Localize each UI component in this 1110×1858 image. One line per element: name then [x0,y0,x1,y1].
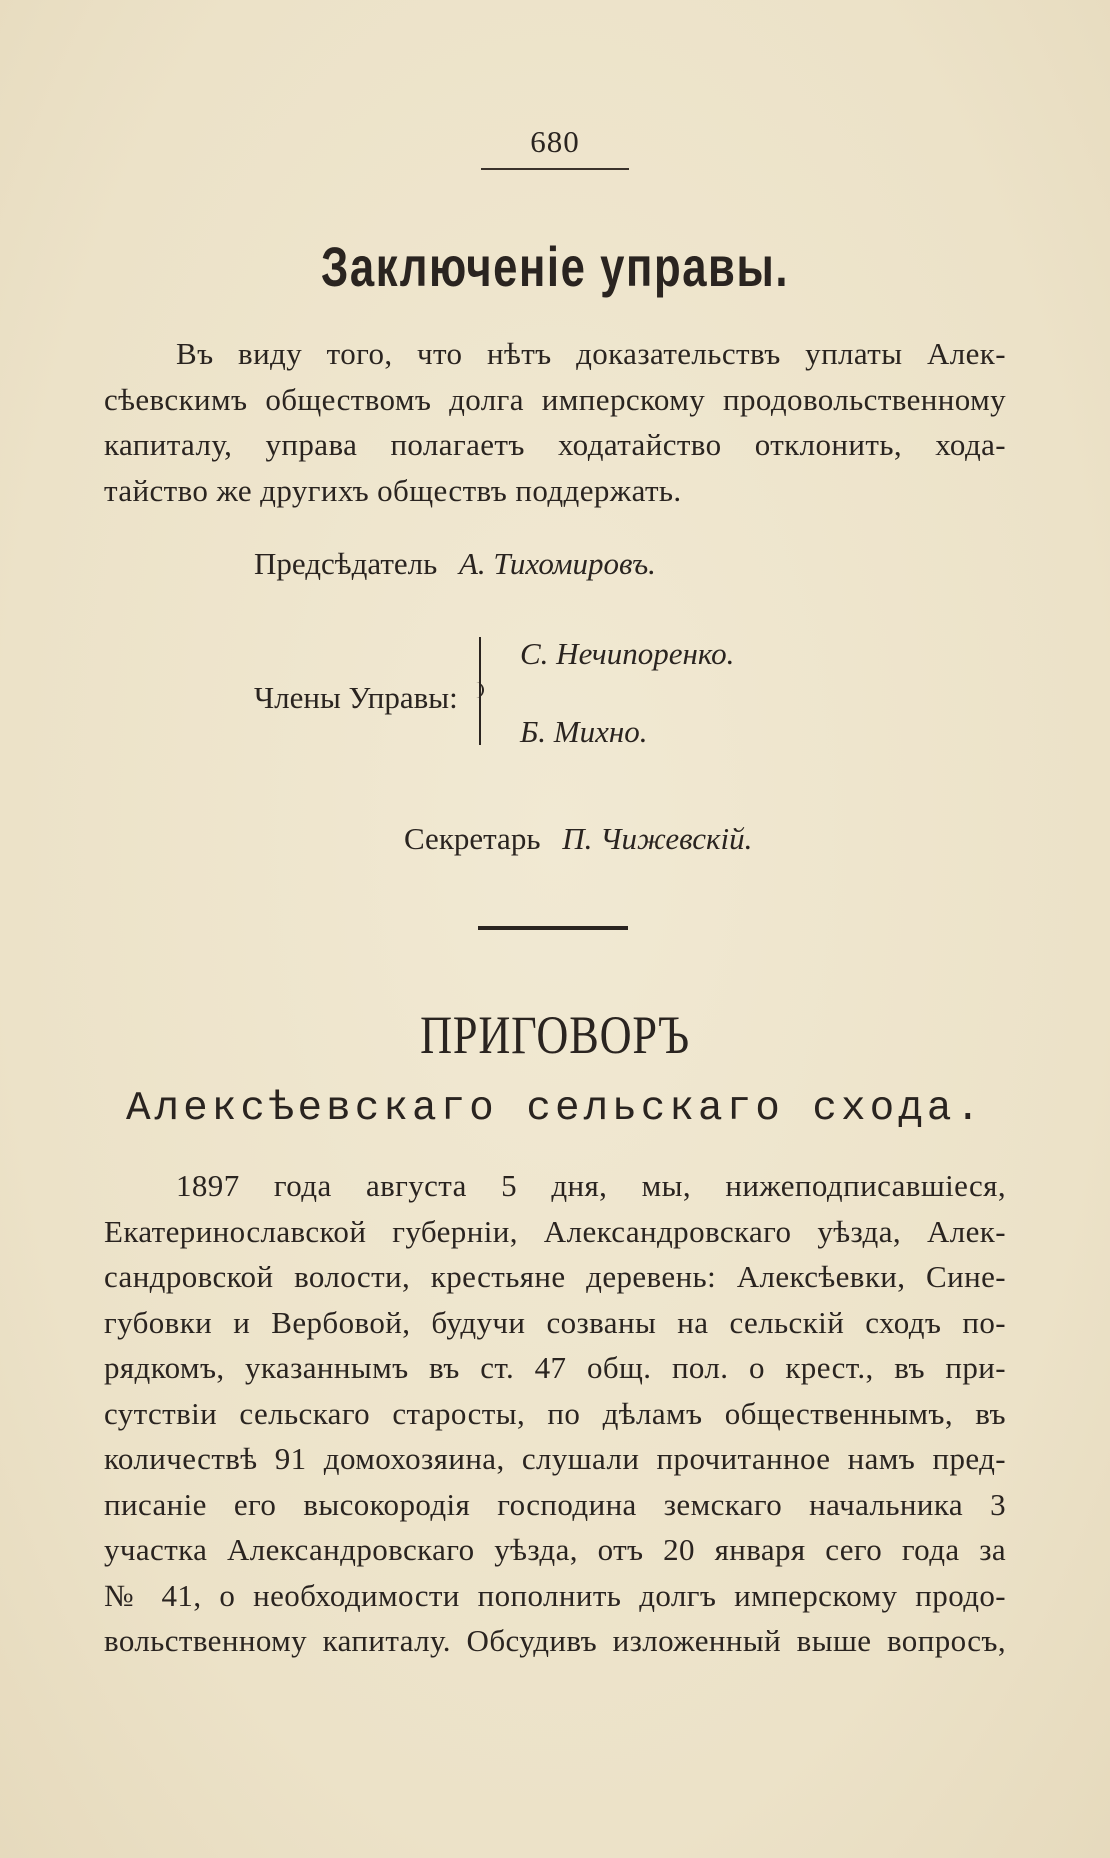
member-2-name [520,714,648,750]
decree-line: губовки и Вербовой, будучи созваны на сельскій сходъ по- [104,1304,1006,1340]
decree-title: ПРИГОВОРЪ [420,1005,690,1065]
secretary-name: П. Чижевскій. [562,821,753,856]
decree-line: сутствіи сельскаго старосты, по дѣламъ общественнымъ, въ [104,1395,1006,1431]
conclusion-line: тайство же другихъ обществъ поддержать. [104,472,682,508]
secretary-signature [404,821,752,857]
chairman-label: Предсѣдатель [254,546,438,581]
decree-line: рядкомъ, указаннымъ въ ст. 47 общ. пол. о крест., въ при- [104,1350,1006,1385]
secretary-label: Секретарь [404,821,541,856]
conclusion-line: Въ виду того, что нѣтъ доказательствъ уплаты Алек- [176,336,1006,371]
decree-line: писаніе его высокородія господина земскаго начальника 3 [104,1486,1006,1522]
page-number: 680 [530,124,580,159]
conclusion-line: капиталу, управа полагаетъ ходатайство отклонить, хода- [104,427,1006,462]
chairman-name: А. Тихомировъ. [459,546,656,581]
members-label: Члены Управы: [254,680,458,715]
decree-line: сандровской волости, крестьяне деревень: Алексѣевки, Сине- [104,1259,1006,1294]
decree-line: участка Александровскаго уѣзда, отъ 20 января сего года за [104,1532,1006,1567]
conclusion-paragraph [104,331,1006,513]
chairman-signature [254,546,656,582]
decree-line: № 41, о необходимости пополнить долгъ имперскому продо- [104,1577,1006,1613]
decree-line: 1897 года августа 5 дня, мы, нижеподписавшіеся, [176,1168,1006,1203]
decree-line: количествѣ 91 домохозяина, слушали прочитанное намъ пред- [104,1441,1006,1476]
member-2-name-text: Б. Михно. [520,714,648,749]
decree-line: вольственному капиталу. Обсудивъ изложенный выше вопросъ, [104,1623,1006,1658]
page-number-underline [481,168,629,170]
member-1-name [520,636,734,672]
conclusion-line: сѣевскимъ обществомъ долга имперскому продовольственному [104,381,1006,417]
member-1-name-text: С. Нечипоренко. [520,636,735,671]
decree-paragraph [104,1163,1006,1664]
decree-subtitle: Алексѣевскаго сельскаго схода. [125,1086,985,1132]
section-divider [478,926,628,930]
decree-line: Екатеринославской губерніи, Александровскаго уѣзда, Алек- [104,1213,1006,1249]
conclusion-title: Заключеніе управы. [320,235,790,298]
